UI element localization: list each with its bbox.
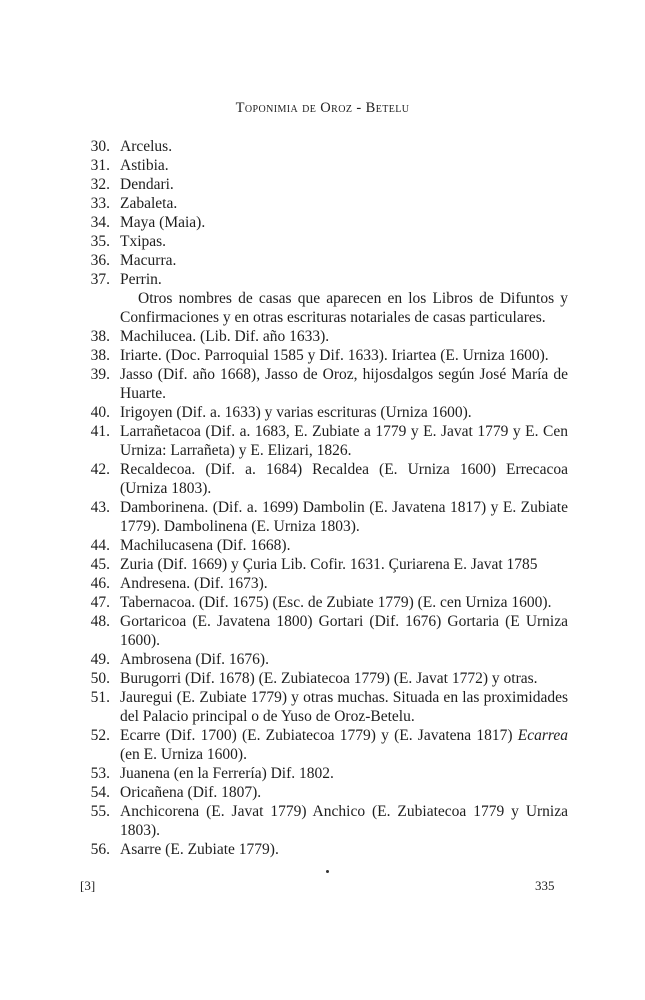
entry-text bbox=[120, 726, 568, 764]
entry-number: 50. bbox=[90, 670, 110, 687]
entry-number: 51. bbox=[90, 689, 110, 706]
entry-number: 41. bbox=[90, 423, 110, 440]
entry-number: 45. bbox=[90, 556, 110, 573]
page-number: 335 bbox=[535, 878, 555, 893]
entry-number: 52. bbox=[90, 727, 110, 744]
list-item bbox=[80, 403, 568, 422]
entry-text: Zabaleta. bbox=[120, 195, 178, 212]
entry-text-italic: Ecarrea bbox=[517, 727, 568, 744]
list-item bbox=[80, 764, 568, 783]
list-item bbox=[80, 536, 568, 555]
intro-paragraph: Otros nombres de casas que aparecen en los Libros de Difuntos y Confirmaciones y en otras escrituras notariales de casas particulares. bbox=[120, 290, 568, 326]
entry-text: Anchicorena (E. Javat 1779) Anchico (E. Zubiatecoa 1779 y Urniza 1803). bbox=[120, 803, 568, 839]
entry-text: Arcelus. bbox=[120, 138, 173, 155]
entry-text: Jauregui (E. Zubiate 1779) y otras muchas. Situada en las proximidades del Palacio principal o de Yuso de Oroz-Betelu. bbox=[120, 689, 568, 725]
entry-number: 39. bbox=[90, 366, 110, 383]
list-item bbox=[80, 194, 568, 213]
entry-number: 34. bbox=[90, 214, 110, 231]
entry-text-rest: (en E. Urniza 1600). bbox=[120, 746, 247, 763]
list-item bbox=[80, 213, 568, 232]
section-marker: [3] bbox=[80, 878, 96, 893]
entry-number: 55. bbox=[90, 803, 110, 820]
list-item bbox=[80, 346, 568, 365]
list-item bbox=[80, 840, 568, 859]
entry-text: Juanena (en la Ferrería) Dif. 1802. bbox=[120, 765, 334, 782]
printer-mark bbox=[326, 870, 329, 873]
list-item bbox=[80, 593, 568, 612]
entry-number: 48. bbox=[90, 613, 110, 630]
entry-text: Perrin. bbox=[120, 271, 162, 288]
list-item bbox=[80, 802, 568, 840]
entry-number: 32. bbox=[90, 176, 110, 193]
list-item bbox=[80, 365, 568, 403]
entry-number: 44. bbox=[90, 537, 110, 554]
entry-number: 38. bbox=[90, 328, 110, 345]
entry-text: Oricañena (Dif. 1807). bbox=[120, 784, 262, 801]
entries-group-a bbox=[80, 137, 568, 289]
entry-number: 56. bbox=[90, 841, 110, 858]
list-item bbox=[80, 688, 568, 726]
list-item bbox=[80, 612, 568, 650]
entry-text: Ambrosena (Dif. 1676). bbox=[120, 651, 269, 668]
entry-number: 36. bbox=[90, 252, 110, 269]
entry-text: Machilucasena (Dif. 1668). bbox=[120, 537, 291, 554]
entry-number: 43. bbox=[90, 499, 110, 516]
entry-number: 54. bbox=[90, 784, 110, 801]
entry-text: Irigoyen (Dif. a. 1633) y varias escrituras (Urniza 1600). bbox=[120, 404, 472, 421]
list-item bbox=[80, 156, 568, 175]
list-item bbox=[80, 137, 568, 156]
list-item bbox=[80, 327, 568, 346]
list-item bbox=[80, 574, 568, 593]
entry-text: Macurra. bbox=[120, 252, 177, 269]
entry-number: 38. bbox=[90, 347, 110, 364]
entry-text: Gortaricoa (E. Javatena 1800) Gortari (Dif. 1676) Gortaria (E Urniza 1600). bbox=[120, 613, 568, 649]
entry-number: 30. bbox=[90, 138, 110, 155]
entry-number: 33. bbox=[90, 195, 110, 212]
entry-text: Txipas. bbox=[120, 233, 167, 250]
list-item bbox=[80, 783, 568, 802]
entry-text: Maya (Maia). bbox=[120, 214, 206, 231]
list-item bbox=[80, 498, 568, 536]
entry-text: Jasso (Dif. año 1668), Jasso de Oroz, hijosdalgos según José María de Huarte. bbox=[120, 366, 568, 402]
entry-text: Andresena. (Dif. 1673). bbox=[120, 575, 268, 592]
list-item bbox=[80, 175, 568, 194]
entry-text: Damborinena. (Dif. a. 1699) Dambolin (E. Javatena 1817) y E. Zubiate 1779). Dambolinena (E. Urniza 1803). bbox=[120, 499, 568, 535]
entry-text: Astibia. bbox=[120, 157, 169, 174]
entry-text: Burugorri (Dif. 1678) (E. Zubiatecoa 1779) (E. Javat 1772) y otras. bbox=[120, 670, 538, 687]
entry-text: Tabernacoa. (Dif. 1675) (Esc. de Zubiate 1779) (E. cen Urniza 1600). bbox=[120, 594, 552, 611]
entry-number: 46. bbox=[90, 575, 110, 592]
entry-number: 42. bbox=[90, 461, 110, 478]
entry-text-main: Ecarre (Dif. 1700) (E. Zubiatecoa 1779) y (E. Javatena 1817) bbox=[120, 727, 513, 744]
list-item bbox=[80, 650, 568, 669]
entry-number: 47. bbox=[90, 594, 110, 611]
entry-number: 40. bbox=[90, 404, 110, 421]
entry-text: Dendari. bbox=[120, 176, 174, 193]
entry-number: 53. bbox=[90, 765, 110, 782]
list-item bbox=[80, 270, 568, 289]
running-title: Toponimia de Oroz - Betelu bbox=[235, 100, 410, 116]
entry-text: Iriarte. (Doc. Parroquial 1585 y Dif. 1633). Iriartea (E. Urniza 1600). bbox=[120, 347, 549, 364]
entry-text: Asarre (E. Zubiate 1779). bbox=[120, 841, 279, 858]
entries-group-b bbox=[80, 327, 568, 859]
list-item bbox=[80, 251, 568, 270]
list-item bbox=[80, 422, 568, 460]
entry-number: 31. bbox=[90, 157, 110, 174]
entry-number: 37. bbox=[90, 271, 110, 288]
list-item bbox=[80, 726, 568, 764]
entry-number: 49. bbox=[90, 651, 110, 668]
list-item bbox=[80, 555, 568, 574]
entry-text: Zuria (Dif. 1669) y Çuria Lib. Cofir. 1631. Çuriarena E. Javat 1785 bbox=[120, 556, 538, 573]
list-item bbox=[80, 232, 568, 251]
list-item bbox=[80, 460, 568, 498]
entry-list bbox=[80, 137, 568, 859]
entry-number: 35. bbox=[90, 233, 110, 250]
entry-text: Machilucea. (Lib. Dif. año 1633). bbox=[120, 328, 330, 345]
entry-text: Larrañetacoa (Dif. a. 1683, E. Zubiate a 1779 y E. Javat 1779 y E. Cen Urniza: Larrañeta) y E. Elizari, 1826. bbox=[120, 423, 568, 459]
entry-text: Recaldecoa. (Dif. a. 1684) Recaldea (E. Urniza 1600) Errecacoa (Urniza 1803). bbox=[120, 461, 568, 497]
list-item bbox=[80, 669, 568, 688]
